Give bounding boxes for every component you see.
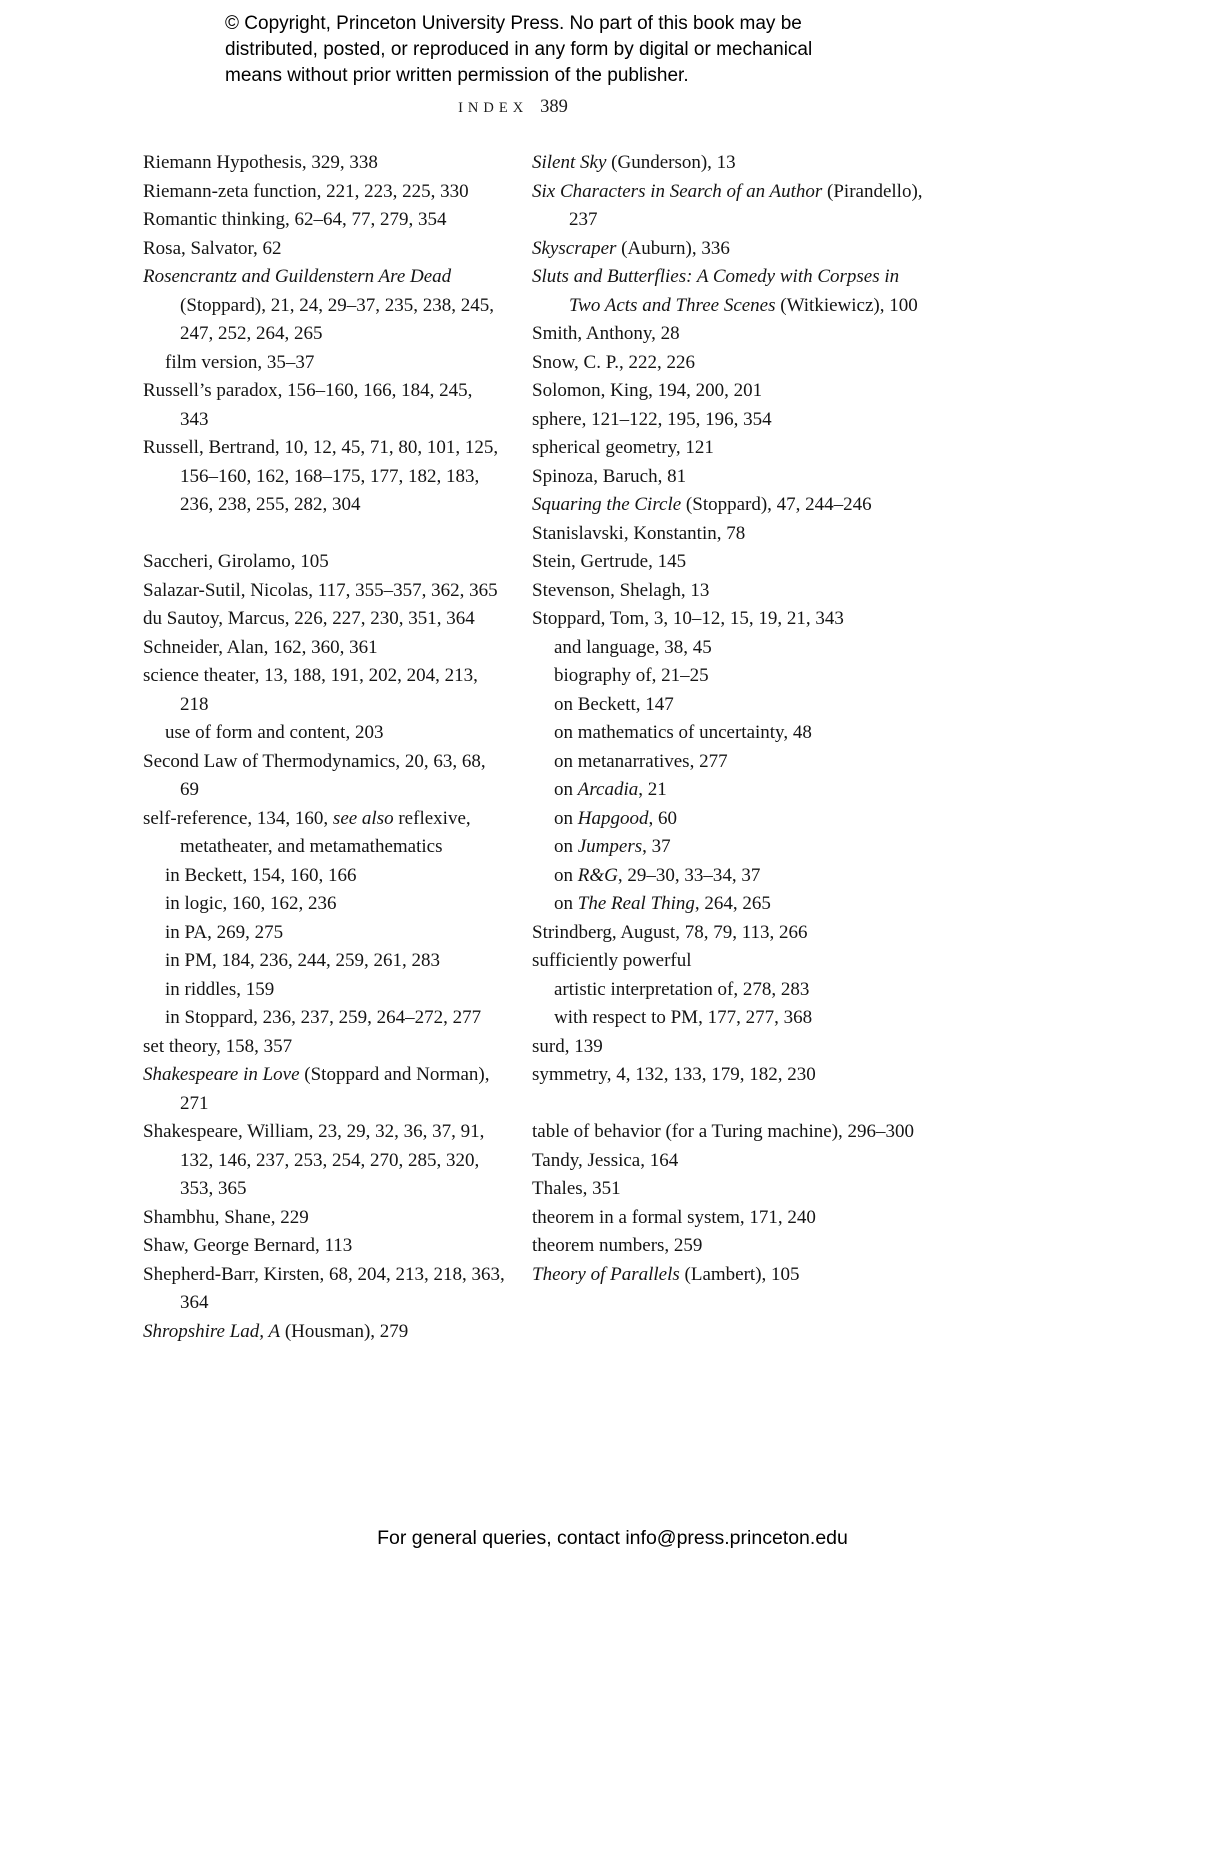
index-entry bbox=[532, 1033, 925, 1062]
index-title: INDEX bbox=[458, 100, 529, 116]
entry-text: Stanislavski, Konstantin, 78 bbox=[532, 522, 746, 544]
entry-text: Rosa, Salvator, 62 bbox=[143, 237, 282, 259]
index-subentry bbox=[532, 1004, 925, 1033]
index-entry bbox=[143, 149, 505, 178]
entry-text: (Witkiewicz), 100 bbox=[775, 294, 918, 316]
entry-text: on bbox=[554, 864, 578, 886]
entry-text: Riemann Hypothesis, 329, 338 bbox=[143, 152, 378, 173]
index-subentry bbox=[143, 947, 505, 976]
entry-text-italic: see also bbox=[332, 807, 394, 829]
entry-text: Strindberg, August, 78, 79, 113, 266 bbox=[532, 921, 808, 943]
entry-text: science theater, 13, 188, 191, 202, 204, 213, 218 bbox=[143, 665, 478, 715]
entry-text: Stevenson, Shelagh, 13 bbox=[532, 579, 710, 601]
entry-text: and language, 38, 45 bbox=[554, 636, 712, 658]
entry-text: (Stoppard and Norman), 271 bbox=[180, 1064, 490, 1114]
index-entry bbox=[532, 947, 925, 976]
index-entry bbox=[143, 748, 505, 805]
index-entry bbox=[532, 548, 925, 577]
entry-text: Russell’s paradox, 156–160, 166, 184, 245, 343 bbox=[143, 380, 473, 430]
entry-text: Shepherd-Barr, Kirsten, 68, 204, 213, 218, 363, 364 bbox=[143, 1263, 505, 1313]
right-column bbox=[532, 149, 925, 1289]
index-subentry bbox=[143, 919, 505, 948]
index-entry bbox=[532, 491, 925, 520]
entry-text-italic: Shropshire Lad, A bbox=[143, 1320, 281, 1342]
index-entry bbox=[143, 1033, 505, 1062]
entry-text: , 21 bbox=[638, 779, 667, 800]
index-entry bbox=[532, 263, 925, 320]
index-subentry bbox=[532, 862, 925, 891]
entry-text: Spinoza, Baruch, 81 bbox=[532, 465, 687, 487]
index-entry bbox=[532, 235, 925, 264]
entry-text: Thales, 351 bbox=[532, 1178, 621, 1199]
entry-text: on metanarratives, 277 bbox=[554, 750, 728, 772]
section-gap bbox=[532, 1090, 925, 1119]
copyright-notice bbox=[225, 11, 812, 89]
entry-text: film version, 35–37 bbox=[165, 351, 315, 373]
entry-text: Solomon, King, 194, 200, 201 bbox=[532, 380, 763, 401]
entry-text-italic: Theory of Parallels bbox=[532, 1263, 680, 1285]
entry-text: Stoppard, Tom, 3, 10–12, 15, 19, 21, 343 bbox=[532, 608, 844, 629]
entry-text: use of form and content, 203 bbox=[165, 722, 384, 743]
index-entry bbox=[532, 463, 925, 492]
entry-text-italic: R&G bbox=[577, 864, 618, 886]
entry-text: Saccheri, Girolamo, 105 bbox=[143, 551, 329, 572]
index-entry bbox=[532, 919, 925, 948]
entry-text: Salazar-Sutil, Nicolas, 117, 355–357, 362, 365 bbox=[143, 579, 498, 601]
entry-text: theorem in a formal system, 171, 240 bbox=[532, 1206, 816, 1228]
entry-text: sufficiently powerful bbox=[532, 950, 692, 971]
index-entry bbox=[532, 577, 925, 606]
index-entry bbox=[532, 406, 925, 435]
index-entry bbox=[143, 1118, 505, 1204]
entry-text-italic: Shakespeare in Love bbox=[143, 1064, 300, 1085]
copyright-line: means without prior written permission of the publisher. bbox=[225, 65, 689, 86]
entry-text: (Stoppard), 47, 244–246 bbox=[681, 494, 872, 515]
entry-text-italic: Skyscraper bbox=[532, 237, 617, 259]
entry-text: on bbox=[554, 807, 578, 829]
index-entry bbox=[532, 1175, 925, 1204]
entry-text: reflexive, metatheater, and metamathematics bbox=[180, 807, 471, 857]
entry-text: Smith, Anthony, 28 bbox=[532, 323, 680, 344]
index-subentry bbox=[143, 1004, 505, 1033]
entry-text: Schneider, Alan, 162, 360, 361 bbox=[143, 636, 378, 658]
index-entry bbox=[532, 1261, 925, 1290]
index-entry bbox=[143, 1204, 505, 1233]
index-entry bbox=[143, 548, 505, 577]
entry-text: (Stoppard), 21, 24, 29–37, 235, 238, 245, 247, 252, 264, 265 bbox=[180, 294, 495, 344]
footer-text: For general queries, contact bbox=[377, 1527, 626, 1549]
entry-text: (Pirandello), 237 bbox=[569, 180, 923, 230]
index-entry bbox=[143, 206, 505, 235]
copyright-line: © Copyright, Princeton University Press. No part of this book may be bbox=[225, 13, 802, 34]
index-entry bbox=[532, 149, 925, 178]
entry-text: on bbox=[554, 836, 578, 857]
index-subentry bbox=[532, 662, 925, 691]
entry-text: Romantic thinking, 62–64, 77, 279, 354 bbox=[143, 209, 447, 230]
index-subentry bbox=[532, 691, 925, 720]
index-subentry bbox=[532, 833, 925, 862]
index-subentry bbox=[532, 805, 925, 834]
contact-email: info@press.princeton.edu bbox=[625, 1527, 848, 1549]
entry-text: , 264, 265 bbox=[694, 893, 771, 914]
entry-text: spherical geometry, 121 bbox=[532, 437, 714, 458]
entry-text: (Housman), 279 bbox=[280, 1320, 409, 1342]
index-entry bbox=[532, 605, 925, 634]
entry-text: sphere, 121–122, 195, 196, 354 bbox=[532, 408, 772, 430]
entry-text: in Stoppard, 236, 237, 259, 264–272, 277 bbox=[165, 1007, 482, 1028]
index-entry bbox=[143, 263, 505, 349]
entry-text-italic: Six Characters in Search of an Author bbox=[532, 180, 823, 202]
index-subentry bbox=[143, 719, 505, 748]
index-entry bbox=[143, 805, 505, 862]
entry-text: , 60 bbox=[648, 807, 677, 829]
entry-text: self-reference, 134, 160, bbox=[143, 807, 333, 829]
index-subentry bbox=[532, 776, 925, 805]
entry-text: , 29–30, 33–34, 37 bbox=[617, 864, 761, 886]
entry-text: in PA, 269, 275 bbox=[165, 921, 284, 943]
entry-text: (Auburn), 336 bbox=[616, 237, 730, 259]
index-entry bbox=[532, 377, 925, 406]
index-entry bbox=[143, 1061, 505, 1118]
index-entry bbox=[532, 1232, 925, 1261]
index-entry bbox=[532, 1118, 925, 1147]
entry-text: on Beckett, 147 bbox=[554, 693, 674, 715]
entry-text: with respect to PM, 177, 277, 368 bbox=[554, 1007, 813, 1028]
entry-text: surd, 139 bbox=[532, 1035, 603, 1057]
index-entry bbox=[532, 520, 925, 549]
entry-text: in PM, 184, 236, 244, 259, 261, 283 bbox=[165, 950, 440, 971]
index-subentry bbox=[143, 976, 505, 1005]
entry-text: in Beckett, 154, 160, 166 bbox=[165, 864, 357, 886]
index-entry bbox=[143, 1261, 505, 1318]
entry-text: set theory, 158, 357 bbox=[143, 1035, 293, 1057]
index-entry bbox=[532, 349, 925, 378]
entry-text-italic: Rosencrantz and Guildenstern Are Dead bbox=[143, 266, 452, 287]
entry-text: Shaw, George Bernard, 113 bbox=[143, 1235, 353, 1256]
index-entry bbox=[532, 178, 925, 235]
index-entry bbox=[143, 605, 505, 634]
entry-text-italic: The Real Thing bbox=[577, 893, 695, 914]
entry-text-italic: Hapgood bbox=[577, 807, 649, 829]
entry-text-italic: Arcadia bbox=[577, 779, 639, 800]
entry-text: Riemann-zeta function, 221, 223, 225, 330 bbox=[143, 180, 469, 202]
entry-text: Shakespeare, William, 23, 29, 32, 36, 37, 91, 132, 146, 237, 253, 254, 270, 285, 320, 353, 365 bbox=[143, 1121, 485, 1199]
entry-text: Stein, Gertrude, 145 bbox=[532, 551, 687, 572]
entry-text: symmetry, 4, 132, 133, 179, 182, 230 bbox=[532, 1064, 816, 1085]
entry-text: Tandy, Jessica, 164 bbox=[532, 1149, 679, 1171]
index-entry bbox=[143, 577, 505, 606]
index-entry bbox=[143, 235, 505, 264]
entry-text-italic: Jumpers bbox=[577, 836, 643, 857]
index-subentry bbox=[143, 349, 505, 378]
index-entry bbox=[143, 178, 505, 207]
entry-text: artistic interpretation of, 278, 283 bbox=[554, 978, 810, 1000]
index-columns bbox=[143, 149, 925, 1346]
index-entry bbox=[532, 1147, 925, 1176]
left-column bbox=[143, 149, 505, 1346]
entry-text: (Gunderson), 13 bbox=[606, 152, 736, 173]
index-entry bbox=[143, 434, 505, 520]
index-subentry bbox=[143, 890, 505, 919]
index-subentry bbox=[532, 634, 925, 663]
index-entry bbox=[143, 634, 505, 663]
index-subentry bbox=[532, 890, 925, 919]
entry-text: (Lambert), 105 bbox=[679, 1263, 800, 1285]
index-entry bbox=[143, 1232, 505, 1261]
entry-text: du Sautoy, Marcus, 226, 227, 230, 351, 364 bbox=[143, 608, 475, 629]
section-gap bbox=[143, 520, 505, 549]
index-subentry bbox=[143, 862, 505, 891]
page-number: 389 bbox=[540, 97, 568, 117]
index-entry bbox=[532, 1204, 925, 1233]
index-entry bbox=[532, 1061, 925, 1090]
entry-text-italic: Squaring the Circle bbox=[532, 494, 682, 515]
entry-text: Russell, Bertrand, 10, 12, 45, 71, 80, 101, 125, 156–160, 162, 168–175, 177, 182, 183, 236, 238, 255, 282, 304 bbox=[143, 437, 499, 515]
entry-text: Second Law of Thermodynamics, 20, 63, 68, 69 bbox=[143, 750, 486, 800]
copyright-line: distributed, posted, or reproduced in any form by digital or mechanical bbox=[225, 39, 813, 60]
index-subentry bbox=[532, 976, 925, 1005]
index-entry bbox=[143, 662, 505, 719]
entry-text: in riddles, 159 bbox=[165, 978, 275, 1000]
index-subentry bbox=[532, 719, 925, 748]
entry-text-italic: Silent Sky bbox=[532, 152, 607, 173]
entry-text: on bbox=[554, 893, 578, 914]
entry-text: in logic, 160, 162, 236 bbox=[165, 893, 337, 914]
entry-text: biography of, 21–25 bbox=[554, 665, 709, 686]
entry-text-italic: Sluts and Butterflies: A Comedy with Corpses in Two Acts and Three Scenes bbox=[532, 266, 900, 316]
entry-text: , 37 bbox=[642, 836, 671, 857]
entry-text: theorem numbers, 259 bbox=[532, 1235, 703, 1256]
index-subentry bbox=[532, 748, 925, 777]
index-entry bbox=[143, 1318, 505, 1347]
index-entry bbox=[532, 434, 925, 463]
index-entry bbox=[143, 377, 505, 434]
page-footer bbox=[0, 1527, 1225, 1550]
running-head bbox=[143, 97, 883, 118]
entry-text: on bbox=[554, 779, 578, 800]
entry-text: on mathematics of uncertainty, 48 bbox=[554, 722, 812, 743]
entry-text: table of behavior (for a Turing machine), 296–300 bbox=[532, 1121, 915, 1142]
entry-text: Snow, C. P., 222, 226 bbox=[532, 351, 695, 373]
index-entry bbox=[532, 320, 925, 349]
entry-text: Shambhu, Shane, 229 bbox=[143, 1206, 309, 1228]
